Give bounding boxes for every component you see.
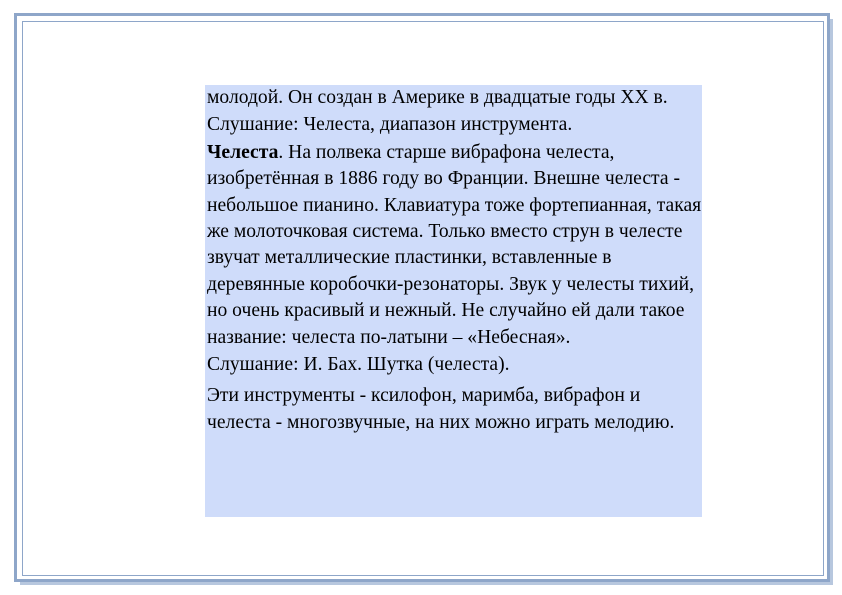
text-box	[205, 85, 702, 517]
paragraph-celesta-description	[207, 140, 702, 351]
paragraph-intro: молодой. Он создан в Америке в двадцатые годы XX в.	[207, 87, 668, 108]
paragraph-listening-bach: Слушание: И. Бах. Шутка (челеста).	[207, 354, 510, 376]
paragraph-listening-celesta: Слушание: Челеста, диапазон инструмента.	[207, 114, 573, 136]
celesta-description-text: . На полвека старше вибрафона челеста, изобретённая в 1886 году во Франции. Внешне челеста - небольшое пианино. Клавиатура тоже фортепианная, такая же молоточковая система. Только вместо струн в челесте звучат металлические пластинки, вставленные в деревянные коробочки-резонаторы. Звук у челесты тихий, но очень красивый и нежный. Не случайно ей дали такое название: челеста по-латыни – «Небесная».	[207, 141, 702, 348]
celesta-term: Челеста	[207, 141, 279, 163]
paragraph-conclusion: Эти инструменты - ксилофон, маримба, вибрафон и челеста - многозвучные, на них можно играть мелодию.	[207, 385, 675, 433]
